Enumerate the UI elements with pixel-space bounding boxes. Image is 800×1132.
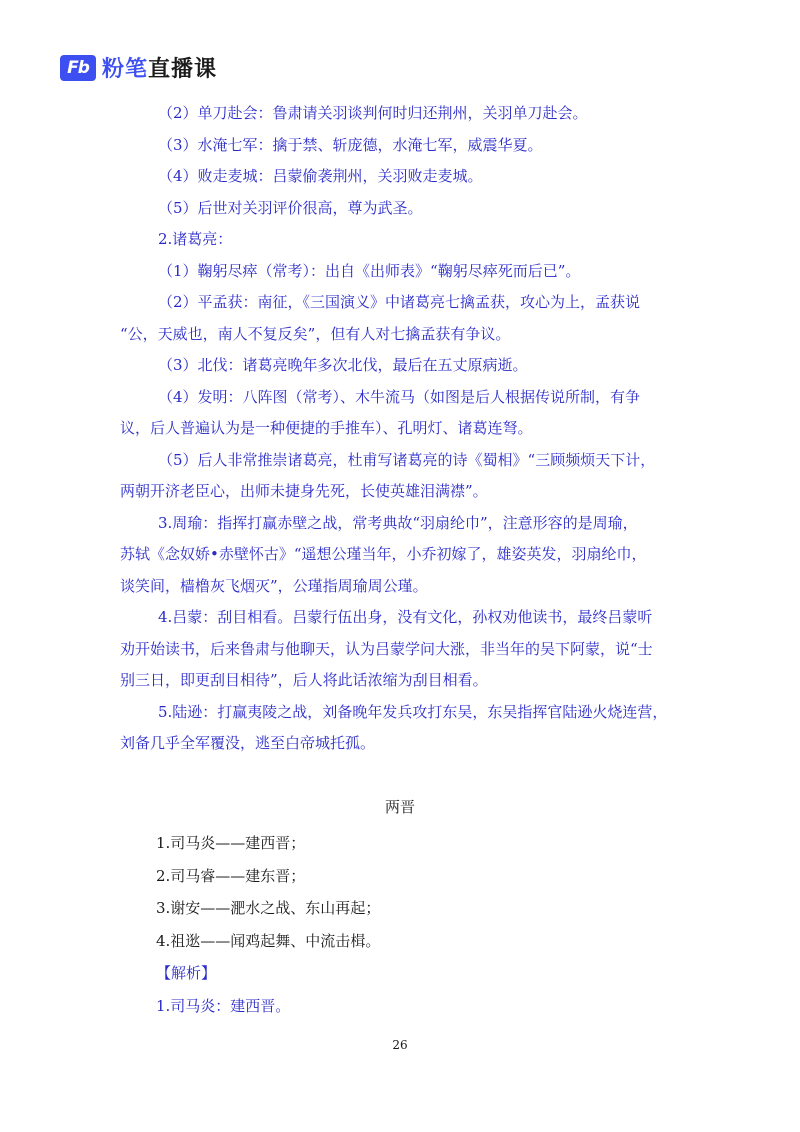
paragraph: （2）单刀赴会：鲁肃请关羽谈判何时归还荆州，关羽单刀赴会。 [158,104,588,122]
paragraph: （5）后人非常推崇诸葛亮，杜甫写诸葛亮的诗《蜀相》“三顾频烦天下计， [158,450,656,469]
section-title: 两晋 [384,798,415,816]
answer-content [120,98,685,760]
paragraph: （4）败走麦城：吕蒙偷袭荆州，关羽败走麦城。 [158,167,483,185]
subheading: 2.诸葛亮： [158,230,233,248]
logo-rest: 直播课 [148,57,218,82]
list-item: 1.司马炎——建西晋； [156,834,306,852]
list-item: 2.司马睿——建东晋； [156,866,306,885]
paragraph-cont: 谈笑间，樯橹灰飞烟灭”，公瑾指周瑜周公瑾。 [120,576,428,595]
paragraph-cont: “公，天威也，南人不复反矣”，但有人对七擒孟获有争议。 [120,324,511,343]
paragraph: 5.陆逊：打赢夷陵之战，刘备晚年发兵攻打东吴，东吴指挥官陆逊火烧连营， [158,702,668,721]
logo-brand: 粉笔 [102,57,149,82]
paragraph: （1）鞠躬尽瘁（常考）：出自《出师表》“鞠躬尽瘁死而后已”。 [158,261,581,280]
logo-text [102,52,217,83]
paragraph: （2）平孟获：南征，《三国演义》中诸葛亮七擒孟获，攻心为上，孟获说 [158,293,641,311]
paragraph: 4.吕蒙：刮目相看。吕蒙行伍出身，没有文化，孙权劝他读书，最终吕蒙听 [158,608,653,626]
page-number: 26 [392,1038,408,1052]
list-item: 4.祖逖——闻鸡起舞、中流击楫。 [156,931,381,950]
paragraph: （3）北伐：诸葛亮晚年多次北伐，最后在五丈原病逝。 [158,356,528,374]
paragraph: （5）后世对关羽评价很高，尊为武圣。 [158,198,423,217]
paragraph-cont: 两朝开济老臣心，出师未捷身先死，长使英雄泪满襟”。 [120,482,488,500]
list-item: 3.谢安——淝水之战、东山再起； [156,899,381,917]
paragraph: （3）水淹七军：擒于禁、斩庞德，水淹七军，威震华夏。 [158,135,543,154]
paragraph: （4）发明：八阵图（常考）、木牛流马（如图是后人根据传说所制，有争 [158,387,641,406]
analysis-label: 【解析】 [156,964,217,982]
logo-icon: Fb [60,55,96,81]
brand-logo [60,52,217,83]
analysis-item: 1.司马炎：建西晋。 [156,996,291,1015]
paragraph-cont: 别三日，即更刮目相待”，后人将此话浓缩为刮目相看。 [120,671,488,689]
paragraph-cont: 劝开始读书，后来鲁肃与他聊天，认为吕蒙学问大涨，非当年的吴下阿蒙，说“士 [120,639,653,658]
question-list [156,827,676,1022]
paragraph: 3.周瑜：指挥打赢赤壁之战，常考典故“羽扇纶巾”，注意形容的是周瑜， [158,513,638,532]
paragraph-cont: 刘备几乎全军覆没，逃至白帝城托孤。 [120,734,376,752]
paragraph-cont: 议，后人普遍认为是一种便捷的手推车）、孔明灯、诸葛连弩。 [120,419,533,437]
paragraph-cont: 苏轼《念奴娇•赤壁怀古》“遥想公瑾当年，小乔初嫁了，雄姿英发，羽扇纶巾， [120,545,647,563]
